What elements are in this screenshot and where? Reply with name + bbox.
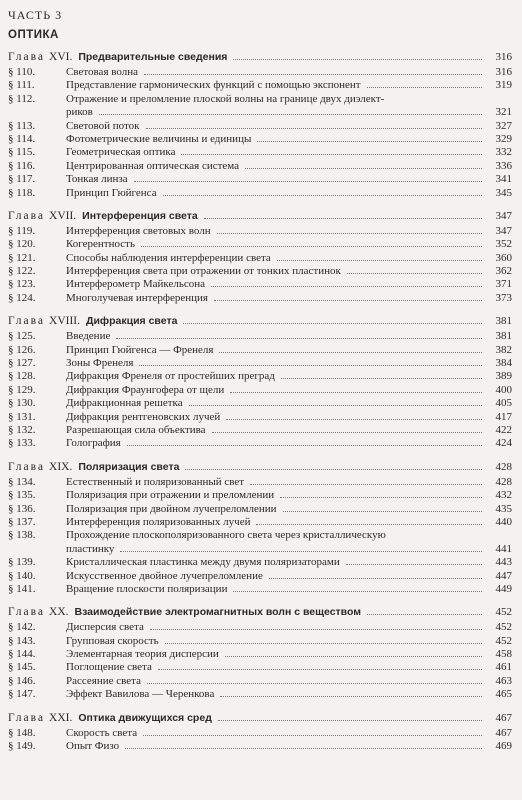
section-page: 347: [495, 224, 512, 237]
chapter-title: Взаимодействие электромагнитных волн с веществом: [74, 606, 362, 619]
chapter-page: 428: [495, 460, 512, 473]
chapter-heading[interactable]: [8, 210, 512, 225]
section-number: § 132.: [8, 423, 36, 436]
toc-entry[interactable]: [8, 556, 512, 569]
toc-entry[interactable]: [8, 516, 512, 529]
section-title: Поляризация при отражении и преломлении: [66, 489, 275, 502]
leader-dots: [233, 59, 482, 60]
section-title: Интерференция световых волн: [66, 224, 211, 237]
leader-dots: [120, 551, 482, 552]
toc-entry[interactable]: [8, 635, 512, 648]
section-number: § 146.: [8, 674, 36, 687]
section-title: Введение: [66, 330, 111, 343]
chapter-number: XVII.: [49, 209, 77, 222]
section-title: Фотометрические величины и единицы: [66, 132, 252, 145]
toc-entry[interactable]: [8, 675, 512, 688]
table-of-contents: [8, 51, 512, 753]
section-title-cont: риков: [66, 106, 93, 119]
section-title: Голография: [66, 437, 121, 450]
chapter-page: 316: [495, 51, 512, 63]
leader-dots: [233, 591, 482, 592]
section-page: 443: [495, 556, 512, 569]
section-number: § 138.: [8, 529, 36, 542]
toc-entry[interactable]: [8, 344, 512, 357]
toc-entry[interactable]: [8, 278, 512, 291]
section-title: Кристаллическая пластинка между двумя поляризаторами: [66, 556, 340, 569]
chapter-title: Предварительные сведения: [78, 51, 228, 63]
chapter-page: 347: [495, 209, 512, 222]
toc-entry[interactable]: [8, 225, 512, 238]
leader-dots: [165, 643, 482, 644]
section-number: § 117.: [8, 173, 36, 186]
section-number: § 133.: [8, 437, 36, 450]
section-page: 381: [495, 330, 512, 343]
toc-entry[interactable]: [8, 529, 512, 542]
leader-dots: [347, 273, 482, 274]
leader-dots: [150, 629, 482, 630]
section-title: Скорость света: [66, 726, 138, 739]
section-title: Геометрическая оптика: [66, 146, 176, 159]
section-title: Центрированная оптическая система: [66, 159, 240, 172]
toc-entry[interactable]: [8, 66, 512, 79]
section-page: 329: [495, 132, 512, 145]
section-number: § 145.: [8, 661, 36, 674]
toc-entry[interactable]: [8, 146, 512, 159]
chapter-heading[interactable]: [8, 712, 512, 727]
toc-entry[interactable]: [8, 648, 512, 661]
toc-entry[interactable]: [8, 688, 512, 701]
section-page: 435: [495, 502, 512, 515]
chapter-number: XVIII.: [49, 315, 80, 328]
chapter-title: Поляризация света: [78, 460, 180, 473]
section-title: Многолучевая интерференция: [66, 291, 208, 304]
section-page: 389: [495, 370, 512, 383]
section-page: 319: [495, 79, 512, 92]
leader-dots: [163, 195, 482, 196]
toc-entry[interactable]: [8, 476, 512, 489]
section-page: 332: [495, 146, 512, 159]
section-page: 440: [495, 515, 512, 528]
section-title: Принцип Гюйгенса — Френеля: [66, 343, 214, 356]
section-page: 447: [495, 569, 512, 582]
section-page: 327: [495, 119, 512, 132]
section-title: Поглощение света: [66, 661, 152, 674]
section-page: 469: [495, 740, 512, 753]
section-title: Световой поток: [66, 119, 140, 132]
section-title: Прохождение плоскополяризованного света через кристаллическую: [66, 529, 386, 542]
toc-entry[interactable]: [8, 133, 512, 146]
toc-entry[interactable]: [8, 173, 512, 186]
section-title: Вращение плоскости поляризации: [66, 582, 228, 595]
section-page: 432: [495, 489, 512, 502]
leader-dots: [230, 392, 482, 393]
section-title: Дифракция Френеля от простейших преград: [66, 370, 275, 383]
toc-entry[interactable]: [8, 238, 512, 251]
leader-dots: [283, 511, 482, 512]
section-number: § 126.: [8, 343, 36, 356]
leader-dots: [139, 365, 482, 366]
chapter-page: 452: [495, 606, 512, 619]
section-title: Разрешающая сила объектива: [66, 423, 206, 436]
toc-entry[interactable]: [8, 397, 512, 410]
section-number: § 131.: [8, 410, 36, 423]
section-title: Дифракция Фраунгофера от щели: [66, 383, 225, 396]
leader-dots: [226, 419, 482, 420]
section-number: § 147.: [8, 688, 36, 701]
toc-entry[interactable]: [8, 330, 512, 343]
chapter-number: XIX.: [49, 460, 73, 473]
leader-dots: [134, 181, 482, 182]
leader-dots: [225, 656, 482, 657]
section-number: § 140.: [8, 569, 36, 582]
leader-dots: [144, 74, 482, 75]
chapter-number: XVI.: [49, 51, 73, 63]
leader-dots: [367, 614, 482, 615]
section-number: § 125.: [8, 330, 36, 343]
toc-entry[interactable]: [8, 384, 512, 397]
toc-entry[interactable]: [8, 489, 512, 502]
section-page: 417: [495, 410, 512, 423]
toc-entry[interactable]: [8, 79, 512, 92]
toc-entry[interactable]: [8, 93, 512, 106]
section-page: 424: [495, 437, 512, 450]
section-page: 316: [495, 66, 512, 78]
section-title-cont: пластинку: [66, 542, 115, 555]
toc-entry[interactable]: [8, 120, 512, 133]
toc-entry[interactable]: [8, 437, 512, 450]
section-title: Дифракционная решетка: [66, 397, 183, 410]
section-title: Дифракция рентгеновских лучей: [66, 410, 221, 423]
section-page: 362: [495, 265, 512, 278]
section-title: Эффект Вавилова — Черенкова: [66, 688, 215, 701]
toc-entry-continuation: [8, 543, 512, 556]
section-page: 352: [495, 238, 512, 251]
section-number: § 135.: [8, 489, 36, 502]
section-number: § 111.: [8, 79, 35, 92]
toc-entry[interactable]: [8, 661, 512, 674]
section-page: 428: [495, 475, 512, 488]
section-page: 441: [495, 542, 512, 555]
section-number: § 110.: [8, 66, 36, 78]
leader-dots: [211, 286, 482, 287]
section-page: 422: [495, 423, 512, 436]
section-number: § 112.: [8, 92, 36, 105]
toc-entry[interactable]: [8, 292, 512, 305]
toc-entry[interactable]: [8, 252, 512, 265]
section-number: § 120.: [8, 238, 36, 251]
toc-entry[interactable]: [8, 503, 512, 516]
section-page: 465: [495, 688, 512, 701]
section-page: 405: [495, 397, 512, 410]
chapter-heading[interactable]: [8, 315, 512, 330]
chapter-title: Интерференция света: [82, 209, 198, 222]
leader-dots: [158, 669, 482, 670]
section-page: 463: [495, 674, 512, 687]
leader-dots: [256, 524, 482, 525]
toc-entry[interactable]: [8, 357, 512, 370]
leader-dots: [257, 141, 482, 142]
toc-entry[interactable]: [8, 570, 512, 583]
chapter-number: XXI.: [49, 711, 73, 724]
section-title: Способы наблюдения интерференции света: [66, 251, 271, 264]
leader-dots: [269, 578, 482, 579]
leader-dots: [281, 378, 482, 379]
toc-entry[interactable]: [8, 621, 512, 634]
leader-dots: [125, 748, 482, 749]
section-number: § 148.: [8, 726, 36, 739]
section-number: § 119.: [8, 224, 36, 237]
section-page: 449: [495, 582, 512, 595]
section-number: § 130.: [8, 397, 36, 410]
toc-entry[interactable]: [8, 265, 512, 278]
leader-dots: [181, 154, 482, 155]
section-number: § 149.: [8, 740, 36, 753]
chapter-page: 467: [495, 711, 512, 724]
toc-entry[interactable]: [8, 187, 512, 200]
section-title: Принцип Гюйгенса: [66, 186, 157, 199]
toc-entry[interactable]: [8, 583, 512, 596]
chapter-heading[interactable]: [8, 461, 512, 476]
section-number: § 137.: [8, 515, 36, 528]
section-number: § 122.: [8, 265, 36, 278]
section-page: 360: [495, 251, 512, 264]
section-number: § 115.: [8, 146, 36, 159]
part-title: ОПТИКА: [8, 29, 59, 41]
leader-dots: [189, 405, 482, 406]
toc-entry[interactable]: [8, 740, 512, 753]
leader-dots: [220, 696, 482, 697]
section-title: Искусственное двойное лучепреломление: [66, 569, 263, 582]
section-number: § 116.: [8, 159, 36, 172]
section-title: Поляризация при двойном лучепреломлении: [66, 502, 277, 515]
section-page: 341: [495, 173, 512, 186]
chapter-word: Глава: [8, 711, 46, 724]
section-page: 373: [495, 291, 512, 304]
chapter-word: Глава: [8, 315, 46, 328]
chapter-word: Глава: [8, 51, 46, 63]
chapter-heading[interactable]: [8, 606, 512, 621]
section-title: Интерферометр Майкельсона: [66, 278, 206, 291]
section-page: 345: [495, 186, 512, 199]
leader-dots: [127, 445, 482, 446]
chapter-word: Глава: [8, 460, 46, 473]
toc-entry[interactable]: [8, 411, 512, 424]
section-number: § 141.: [8, 582, 36, 595]
chapter-word: Глава: [8, 606, 46, 619]
leader-dots: [141, 246, 482, 247]
section-title: Представление гармонических функций с помощью экспонент: [66, 79, 361, 92]
leader-dots: [245, 168, 482, 169]
leader-dots: [99, 114, 482, 115]
leader-dots: [185, 469, 482, 470]
section-page: 336: [495, 159, 512, 172]
section-number: § 139.: [8, 556, 36, 569]
chapter-title: Дифракция света: [86, 315, 178, 328]
leader-dots: [217, 233, 482, 234]
leader-dots: [143, 735, 482, 736]
chapter-heading[interactable]: [8, 51, 512, 66]
section-number: § 129.: [8, 383, 36, 396]
chapter-page: 381: [495, 315, 512, 328]
section-page: 400: [495, 383, 512, 396]
section-page: 384: [495, 357, 512, 370]
leader-dots: [346, 564, 482, 565]
section-title: Световая волна: [66, 66, 138, 78]
section-number: § 136.: [8, 502, 36, 515]
section-title: Групповая скорость: [66, 634, 159, 647]
toc-entry[interactable]: [8, 727, 512, 740]
section-title: Тонкая линза: [66, 173, 128, 186]
section-number: § 118.: [8, 186, 36, 199]
part-label: ЧАСТЬ 3: [8, 8, 63, 22]
leader-dots: [204, 218, 482, 219]
section-title: Интерференция света при отражении от тонких пластинок: [66, 265, 341, 278]
section-number: § 143.: [8, 634, 36, 647]
leader-dots: [219, 352, 482, 353]
section-page: 382: [495, 343, 512, 356]
section-number: § 124.: [8, 291, 36, 304]
toc-entry[interactable]: [8, 160, 512, 173]
leader-dots: [277, 260, 482, 261]
section-page: 452: [495, 621, 512, 634]
leader-dots: [250, 484, 482, 485]
leader-dots: [183, 323, 482, 324]
section-title: Естественный и поляризованный свет: [66, 475, 245, 488]
section-page: 321: [495, 106, 512, 119]
leader-dots: [147, 683, 482, 684]
section-title: Опыт Физо: [66, 740, 120, 753]
leader-dots: [218, 720, 482, 721]
section-number: § 113.: [8, 119, 36, 132]
leader-dots: [116, 338, 482, 339]
section-number: § 114.: [8, 132, 36, 145]
section-number: § 121.: [8, 251, 36, 264]
toc-entry[interactable]: [8, 424, 512, 437]
section-page: 461: [495, 661, 512, 674]
section-title: Элементарная теория дисперсии: [66, 648, 219, 661]
section-title: Отражение и преломление плоской волны на границе двух диэлект-: [66, 92, 385, 105]
section-number: § 127.: [8, 357, 36, 370]
section-number: § 123.: [8, 278, 36, 291]
section-page: 467: [495, 726, 512, 739]
section-title: Когерентность: [66, 238, 135, 251]
section-number: § 134.: [8, 475, 36, 488]
leader-dots: [280, 497, 482, 498]
chapter-number: XX.: [49, 606, 69, 619]
leader-dots: [146, 128, 482, 129]
toc-entry[interactable]: [8, 370, 512, 383]
section-title: Рассеяние света: [66, 674, 141, 687]
section-title: Интерференция поляризованных лучей: [66, 515, 251, 528]
chapter-word: Глава: [8, 209, 46, 222]
section-title: Зоны Френеля: [66, 357, 134, 370]
section-number: § 142.: [8, 621, 36, 634]
leader-dots: [214, 300, 482, 301]
section-page: 371: [495, 278, 512, 291]
toc-entry-continuation: [8, 106, 512, 119]
section-title: Дисперсия света: [66, 621, 144, 634]
section-number: § 128.: [8, 370, 36, 383]
section-page: 458: [495, 648, 512, 661]
chapter-title: Оптика движущихся сред: [78, 711, 212, 724]
leader-dots: [367, 87, 482, 88]
section-page: 452: [495, 634, 512, 647]
leader-dots: [212, 432, 482, 433]
section-number: § 144.: [8, 648, 36, 661]
